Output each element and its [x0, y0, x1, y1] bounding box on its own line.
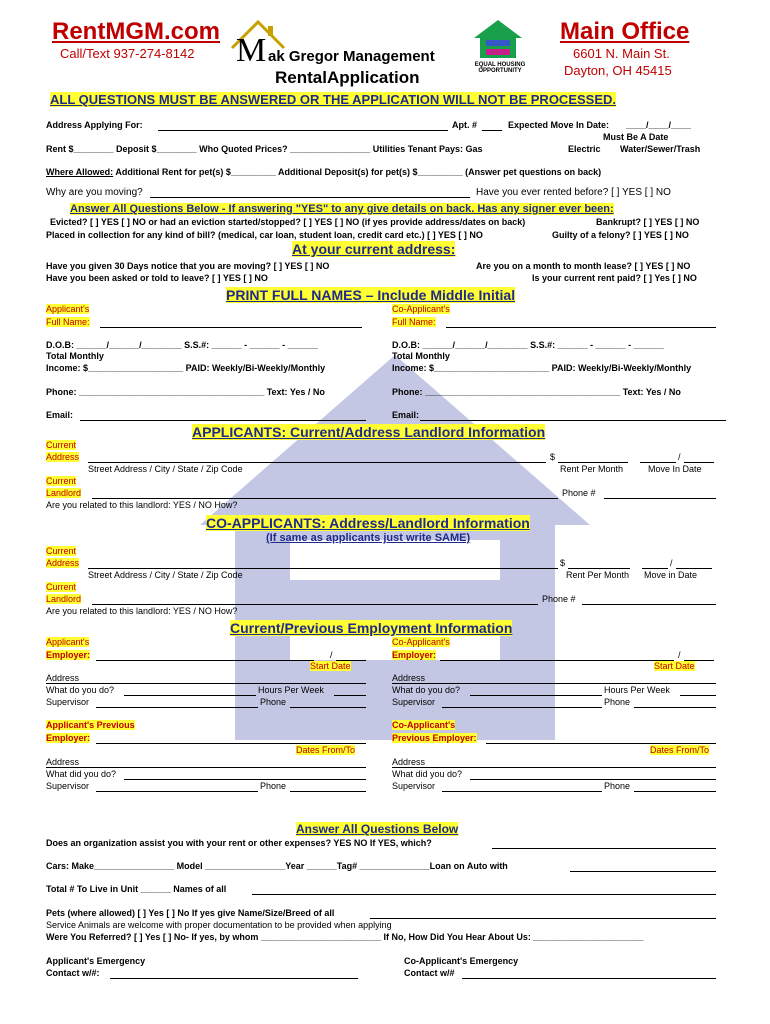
coapplicant-prev-address-field[interactable] [392, 767, 716, 768]
coapplicant-emergency-label: Co-Applicant's Emergency [404, 956, 519, 966]
coapplicant-email-field[interactable] [420, 420, 726, 421]
coapplicant-what-do-label: What do you do? [392, 685, 461, 695]
applicant-employer-field[interactable] [96, 660, 314, 661]
answer-all-banner: Answer All Questions Below - If answering "YES" to any give details on back. Has any signer ever been: [70, 203, 614, 215]
applicant-emergency-field[interactable] [110, 978, 358, 979]
applicant-prev-address-field[interactable] [46, 767, 366, 768]
coapplicant-emergency-field[interactable] [462, 978, 716, 979]
applicant-prev-phone-field[interactable] [290, 791, 366, 792]
landlord-movein-hint: Move In Date [648, 464, 702, 474]
cars-line [46, 861, 508, 871]
organization-question: Does an organization assist you with your rent or other expenses? YES NO If YES, which? [46, 838, 432, 848]
equal-housing-text: EQUAL HOUSING OPPORTUNITY [474, 62, 526, 74]
coapplicant-prev-phone-label: Phone [604, 781, 631, 791]
applicant-hours-field[interactable] [334, 695, 366, 696]
organization-field[interactable] [492, 848, 716, 849]
coapplicant-dates-label: Dates From/To [650, 745, 710, 755]
form-title: RentalApplication [275, 68, 420, 87]
applicant-income-label: Total Monthly [46, 351, 104, 361]
notice-question: Have you given 30 Days notice that you are moving? [ ] YES [ ] NO [46, 261, 330, 271]
co-landlord-related-question: Are you related to this landlord: YES / NO How? [46, 606, 238, 616]
landlord-street-hint: Street Address / City / State / Zip Code [88, 464, 243, 474]
applicant-prev-employer-label: Applicant's Previous [46, 720, 135, 730]
pets-field[interactable] [370, 918, 716, 919]
expected-move-field[interactable]: ____/____/____ [626, 120, 692, 130]
logo-big-m: M [236, 32, 267, 69]
applicant-what-do-label: What do you do? [46, 685, 115, 695]
applicant-emp-address-label: Address [46, 673, 80, 683]
current-address-heading: At your current address: [292, 241, 456, 257]
landlord-current-label-2: Current [46, 476, 77, 486]
landlord-address-label: Address [46, 452, 80, 462]
co-landlord-current-label: Current [46, 546, 77, 556]
answer-all-heading: Answer All Questions Below [296, 822, 459, 836]
co-landlord-current-label-2: Current [46, 582, 77, 592]
landlord-phone-field[interactable] [604, 498, 716, 499]
logo-line: ak Gregor Management [268, 48, 435, 65]
coapplicant-income-field[interactable]: Income: $_______________________ PAID: Weekly/Bi-Weekly/Monthly [392, 363, 692, 373]
co-landlord-phone-label: Phone # [542, 594, 576, 604]
office-street: 6601 N. Main St. [573, 46, 670, 61]
apt-label: Apt. # [452, 120, 478, 130]
applicant-employer-label-2: Employer: [46, 650, 91, 660]
co-landlord-street-hint: Street Address / City / State / Zip Code [88, 570, 243, 580]
applicant-emergency-contact-label: Contact w/#: [46, 968, 100, 978]
landlord-rent-dollar: $ [550, 452, 556, 462]
logo-company-line [268, 48, 435, 65]
ever-rented-question: Have you ever rented before? [ ] YES [ ] NO [476, 187, 671, 198]
pets-question [46, 908, 334, 918]
coapplicant-prev-phone-field[interactable] [634, 791, 716, 792]
co-landlord-address-field[interactable] [88, 568, 558, 569]
coapplicant-income-label: Total Monthly [392, 351, 450, 361]
landlord-movein-year[interactable] [684, 462, 714, 463]
coapplicant-prev-employer-field[interactable] [486, 743, 716, 744]
rent-deposit-line: Rent $________ Deposit $________ Who Quoted Prices? ________________ Utilities Tenant Pays: Gas [46, 144, 483, 154]
applicant-hours-label: Hours Per Week [258, 685, 324, 695]
coapplicant-employer-field[interactable] [440, 660, 674, 661]
cars-text: Cars: Make________________ Model ________________Year ______Tag# ______________Loan on Auto with [46, 861, 508, 871]
apt-field[interactable] [482, 130, 502, 131]
coapplicant-hours-field[interactable] [680, 695, 716, 696]
landlord-current-label: Current [46, 440, 77, 450]
co-landlord-name-field[interactable] [92, 604, 538, 605]
coapplicant-start-slash: / [678, 650, 681, 660]
coapplicant-emp-address-field[interactable] [392, 683, 716, 684]
warning-banner: ALL QUESTIONS MUST BE ANSWERED OR THE APPLICATION WILL NOT BE PROCESSED. [50, 92, 617, 107]
co-landlord-heading: CO-APPLICANTS: Address/Landlord Information [206, 515, 530, 531]
landlord-address-field[interactable] [88, 462, 546, 463]
co-landlord-name-label: Landlord [46, 594, 82, 604]
coapplicant-emp-phone-label: Phone [604, 697, 631, 707]
applicant-what-do-field[interactable] [124, 695, 256, 696]
total-live-line: Total # To Live in Unit ______ Names of all [46, 884, 227, 894]
applicant-prev-phone-label: Phone [260, 781, 287, 791]
applicant-start-date-label: Start Date [310, 661, 351, 671]
coapplicant-name-label: Co-Applicant's [392, 304, 450, 314]
coapplicant-employer-label: Co-Applicant's [392, 637, 450, 647]
applicant-name-label: Applicant's [46, 304, 90, 314]
rent-paid-question: Is your current rent paid? [ ] Yes [ ] NO [532, 273, 697, 283]
applicant-start-slash: / [330, 650, 333, 660]
pet-fees-line [46, 167, 601, 177]
landlord-name-label: Landlord [46, 488, 82, 498]
where-allowed-label: Where Allowed: [46, 167, 114, 177]
coapplicant-hours-label: Hours Per Week [604, 685, 670, 695]
co-landlord-rent-dollar: $ [560, 558, 566, 568]
auto-loan-field[interactable] [570, 871, 716, 872]
landlord-rent-field[interactable] [558, 462, 628, 463]
applicant-prev-supervisor-label: Supervisor [46, 781, 90, 791]
applicant-name-field[interactable] [100, 327, 362, 328]
coapplicant-dob-ssn[interactable]: D.O.B: ______/______/________ S.S.#: ______ - ______ - ______ [392, 340, 664, 350]
landlord-movein-month[interactable] [640, 462, 676, 463]
applicant-dates-label: Dates From/To [296, 745, 356, 755]
why-moving-field[interactable] [150, 197, 470, 198]
coapplicant-name-field[interactable] [446, 327, 716, 328]
coapplicant-what-did-field[interactable] [470, 779, 716, 780]
equal-housing-logo-icon [472, 18, 524, 62]
co-landlord-slash: / [670, 558, 673, 568]
coapplicant-phone-field[interactable]: Phone: _______________________________________ Text: Yes / No [392, 387, 681, 397]
bankrupt-question: Bankrupt? [ ] YES [ ] NO [596, 217, 700, 227]
employment-heading: Current/Previous Employment Information [230, 620, 513, 636]
header-phone: Call/Text 937-274-8142 [60, 46, 195, 61]
applicant-email-field[interactable] [80, 420, 366, 421]
landlord-heading: APPLICANTS: Current/Address Landlord Information [192, 424, 546, 440]
collection-question: Placed in collection for any kind of bill? (medical, car loan, student loan, credit card etc.) [ ] YES [ ] NO [46, 230, 483, 240]
coapplicant-what-did-label: What did you do? [392, 769, 463, 779]
landlord-slash: / [678, 452, 681, 462]
applicant-prev-employer-field[interactable] [96, 743, 366, 744]
month-to-month-question: Are you on a month to month lease? [ ] YES [ ] NO [476, 261, 691, 271]
co-landlord-subheading: (If same as applicants just write SAME) [266, 532, 471, 544]
applicant-what-did-label: What did you do? [46, 769, 117, 779]
office-title: Main Office [560, 18, 690, 45]
co-landlord-rent-hint: Rent Per Month [566, 570, 630, 580]
pets-text: Pets (where allowed) [ ] Yes [ ] No If yes give Name/Size/Breed of all [46, 908, 335, 918]
coapplicant-emp-phone-field[interactable] [634, 707, 716, 708]
expected-move-label: Expected Move In Date: [508, 120, 610, 130]
electric-label: Electric [568, 144, 601, 154]
names-of-all-field[interactable] [252, 894, 716, 895]
co-landlord-rent-field[interactable] [568, 568, 630, 569]
co-landlord-movein-month[interactable] [642, 568, 668, 569]
applicant-supervisor-field[interactable] [96, 707, 258, 708]
evicted-question: Evicted? [ ] YES [ ] NO or had an eviction started/stopped? [ ] YES [ ] NO (if yes provide address/dates on back) [50, 217, 526, 227]
service-animals-note: Service Animals are welcome with proper documentation to be provided when applying [46, 920, 392, 930]
co-landlord-movein-hint: Move in Date [644, 570, 698, 580]
landlord-phone-label: Phone # [562, 488, 596, 498]
coapplicant-prev-supervisor-label: Supervisor [392, 781, 436, 791]
coapplicant-prev-employer-label-2: Previous Employer: [392, 733, 477, 743]
coapplicant-supervisor-field[interactable] [442, 707, 602, 708]
applicant-prev-address-label: Address [46, 757, 80, 767]
co-landlord-phone-field[interactable] [582, 604, 716, 605]
coapplicant-start-date-label: Start Date [654, 661, 695, 671]
applicant-email-label: Email: [46, 410, 74, 420]
office-city: Dayton, OH 45415 [564, 63, 672, 78]
applicant-supervisor-label: Supervisor [46, 697, 90, 707]
coapplicant-what-do-field[interactable] [470, 695, 602, 696]
coapplicant-emergency-contact-label: Contact w/# [404, 968, 455, 978]
coapplicant-prev-address-label: Address [392, 757, 426, 767]
coapplicant-supervisor-label: Supervisor [392, 697, 436, 707]
applicant-emp-address-field[interactable] [46, 683, 366, 684]
applicant-dob-ssn[interactable]: D.O.B: ______/______/________ S.S.#: ______ - ______ - ______ [46, 340, 318, 350]
applicant-emp-phone-label: Phone [260, 697, 287, 707]
applicant-emergency-label: Applicant's Emergency [46, 956, 146, 966]
address-applying-label: Address Applying For: [46, 120, 143, 130]
felony-question: Guilty of a felony? [ ] YES [ ] NO [552, 230, 689, 240]
asked-to-leave-question: Have you been asked or told to leave? [ ] YES [ ] NO [46, 273, 268, 283]
applicant-prev-employer-label-2: Employer: [46, 733, 91, 743]
applicant-fullname-label: Full Name: [46, 317, 90, 327]
applicant-prev-supervisor-field[interactable] [96, 791, 258, 792]
coapplicant-prev-supervisor-field[interactable] [442, 791, 602, 792]
applicant-income-field[interactable]: Income: $___________________ PAID: Weekly/Bi-Weekly/Monthly [46, 363, 326, 373]
coapplicant-fullname-label: Full Name: [392, 317, 436, 327]
print-names-heading: PRINT FULL NAMES – Include Middle Initial [226, 287, 516, 303]
site-name: RentMGM.com [52, 18, 220, 45]
address-applying-field[interactable] [158, 130, 448, 131]
must-be-date: Must Be A Date [603, 132, 669, 142]
landlord-related-question: Are you related to this landlord: YES / NO How? [46, 500, 238, 510]
coapplicant-email-label: Email: [392, 410, 420, 420]
co-landlord-address-label: Address [46, 558, 80, 568]
applicant-emp-phone-field[interactable] [290, 707, 366, 708]
why-moving-label: Why are you moving? [46, 187, 143, 198]
landlord-name-field[interactable] [92, 498, 558, 499]
water-label: Water/Sewer/Trash [620, 144, 701, 154]
applicant-what-did-field[interactable] [124, 779, 366, 780]
coapplicant-prev-employer-label: Co-Applicant's [392, 720, 456, 730]
pets-fee-text: Additional Rent for pet(s) $_________ Additional Deposit(s) for pet(s) $_________ (Answer pet questions on back) [115, 167, 602, 177]
coapplicant-emp-address-label: Address [392, 673, 426, 683]
co-landlord-movein-year[interactable] [676, 568, 712, 569]
applicant-employer-label: Applicant's [46, 637, 90, 647]
applicant-phone-field[interactable]: Phone: _____________________________________ Text: Yes / No [46, 387, 325, 397]
referred-question: Were You Referred? [ ] Yes [ ] No- If yes, by whom ________________________ If No, How Did You Hear About Us: ______________________ [46, 932, 644, 942]
landlord-rent-hint: Rent Per Month [560, 464, 624, 474]
coapplicant-employer-label-2: Employer: [392, 650, 437, 660]
